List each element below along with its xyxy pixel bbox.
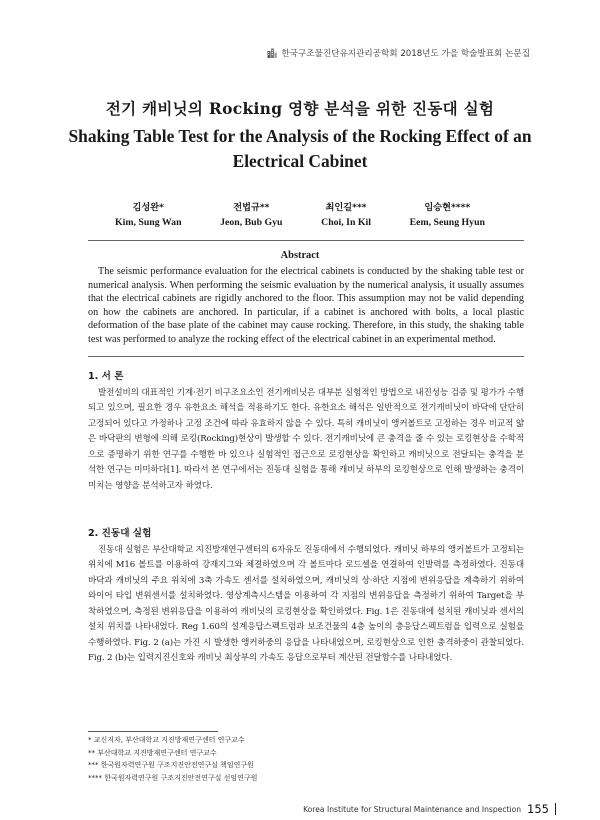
title-english: Shaking Table Test for the Analysis of the Rocking Effect of an Electrical Cabinet bbox=[68, 126, 532, 171]
author-name-en: Choi, In Kil bbox=[321, 217, 371, 228]
abstract-bottom-rule bbox=[88, 356, 524, 357]
author-name-en: Eem, Seung Hyun bbox=[409, 217, 485, 228]
abstract-heading: Abstract bbox=[280, 250, 320, 261]
author bbox=[410, 200, 485, 230]
footnote: *** 한국원자력연구원 구조지진안전연구실 책임연구원 bbox=[88, 761, 254, 770]
author bbox=[321, 200, 371, 230]
footer-divider bbox=[555, 803, 556, 815]
abstract-top-rule bbox=[88, 240, 524, 241]
footnote-rule bbox=[88, 731, 218, 732]
author bbox=[115, 200, 182, 230]
author-list bbox=[115, 200, 485, 230]
journal-name: 한국구조물진단유지관리공학회 2018년도 가을 학술발표회 논문집 bbox=[281, 49, 530, 59]
author-name-ko: 임승현**** bbox=[424, 202, 471, 213]
footnotes bbox=[88, 734, 388, 784]
author bbox=[220, 200, 282, 230]
section-heading-introduction: 1. 서 론 bbox=[88, 371, 124, 382]
author-name-ko: 최인길*** bbox=[325, 202, 367, 213]
title-korean: 전기 캐비닛의 Rocking 영향 분석을 위한 진동대 실험 bbox=[105, 99, 495, 118]
footnote: ** 부산대학교 지진방재연구센터 연구교수 bbox=[88, 748, 217, 757]
abstract-text: The seismic performance evaluation for the electrical cabinets is conducted by the shaking table test or numerical analysis. When performing the seismic evaluation by the numerical analysis, it usually assumes that the electrical cabinets are rigidly anchored to the floor. This assumption may not be valid depending on how the cabinets are anchored. In particular, if a cabinet is anchored with bolts, a local plastic deformation of the base plate of the cabinet may cause rocking. Therefore, in this study, the shaking table test was performed to analyze the rocking effect of the electrical cabinet in an experimental method. bbox=[88, 266, 524, 345]
running-header bbox=[267, 47, 530, 59]
author-name-en: Jeon, Bub Gyu bbox=[220, 217, 283, 228]
page-number: 155 bbox=[527, 802, 549, 816]
page-footer bbox=[303, 802, 556, 816]
footnote: **** 한국원자력연구원 구조지진안전연구실 선임연구원 bbox=[88, 773, 258, 782]
section-heading-shaking-table: 2. 진동대 실험 bbox=[88, 528, 152, 539]
building-logo-icon bbox=[267, 48, 277, 58]
author-name-ko: 김성완* bbox=[132, 202, 164, 213]
author-name-en: Kim, Sung Wan bbox=[115, 217, 182, 228]
footnote: * 교신저자, 부산대학교 지진방재연구센터 연구교수 bbox=[88, 736, 245, 744]
section-body-shaking-table: 진동대 실험은 부산대학교 지진방재연구센터의 6자유도 진동대에서 수행되었다. 캐비닛 하부의 앵커볼트가 고정되는 위치에 M16 볼트를 이용하여 강재지그와 체결하였으며 각 볼트마다 로드셀을 연결하여 인발력를 측정하였다. 진동대 바닥과 캐비닛의 주요 위치에 3축 가속도 센서를 설치하였으며, 캐비닛의 상·하단 지점에 변위응답을 계측하기 위하여 와이어 타입 변위센서를 설치하였다. 영상계측시스템을 이용하여 각 지점의 변위응답을 측정하기 위하여 Target을 부착하였으며, 측정된 변위응답을 이용하여 캐비닛의 로킹현상을 확인하였다. Fig. 1은 진동대에 설치된 캐비닛과 센서의 설치 위치를 나타내었다. Reg 1.60의 설계응답스펙트럼과 보조건물의 4층 높이의 층응답스펙트럼을 입력으로 실험을 수행하였다. Fig. 2 (a)는 가진 시 발생한 앵커하중의 응답을 나타내었으며, 로킹현상으로 인한 충격하중이 관찰되었다. Fig. 2 (b)는 입력지진신호와 캐비닛 최상부의 가속도 응답으로부터 계산된 전달함수를 나타내었다. bbox=[88, 545, 524, 664]
author-name-ko: 전법규** bbox=[233, 202, 270, 213]
footer-institute: Korea Institute for Structural Maintenance and Inspection bbox=[303, 804, 522, 814]
section-body-introduction: 발전설비의 대표적인 기계·전기 비구조요소인 전기캐비닛은 대부분 실험적인 방법으로 내진성능 검증 및 평가가 수행되고 있으며, 필요한 경우 유한요소 해석을 적용하기도 한다. 유한요소 해석은 일반적으로 전기캐비닛이 바닥에 단단히 고정되어 있다고 가정하나 고정 조건에 따라 유효하지 않을 수 있다. 특히 캐비닛이 앵커볼트로 고정하는 경우 비교적 얇은 바닥판의 변형에 의해 로킹(Rocking)현상이 발생할 수 있다. 전기캐비닛에 큰 충격을 줄 수 있는 로킹현상을 수학적으로 증명하기 위한 연구를 수행한 바 있으나 실험적인 접근으로 로킹현상을 확인하고 캐비닛으로 전달되는 충격을 분석한 연구는 미미하다[1]. 따라서 본 연구에서는 진동대 실험을 통해 캐비닛 하부의 로킹현상으로 인해 발생하는 충격이 미치는 영향을 분석하고자 하였다. bbox=[88, 388, 524, 491]
